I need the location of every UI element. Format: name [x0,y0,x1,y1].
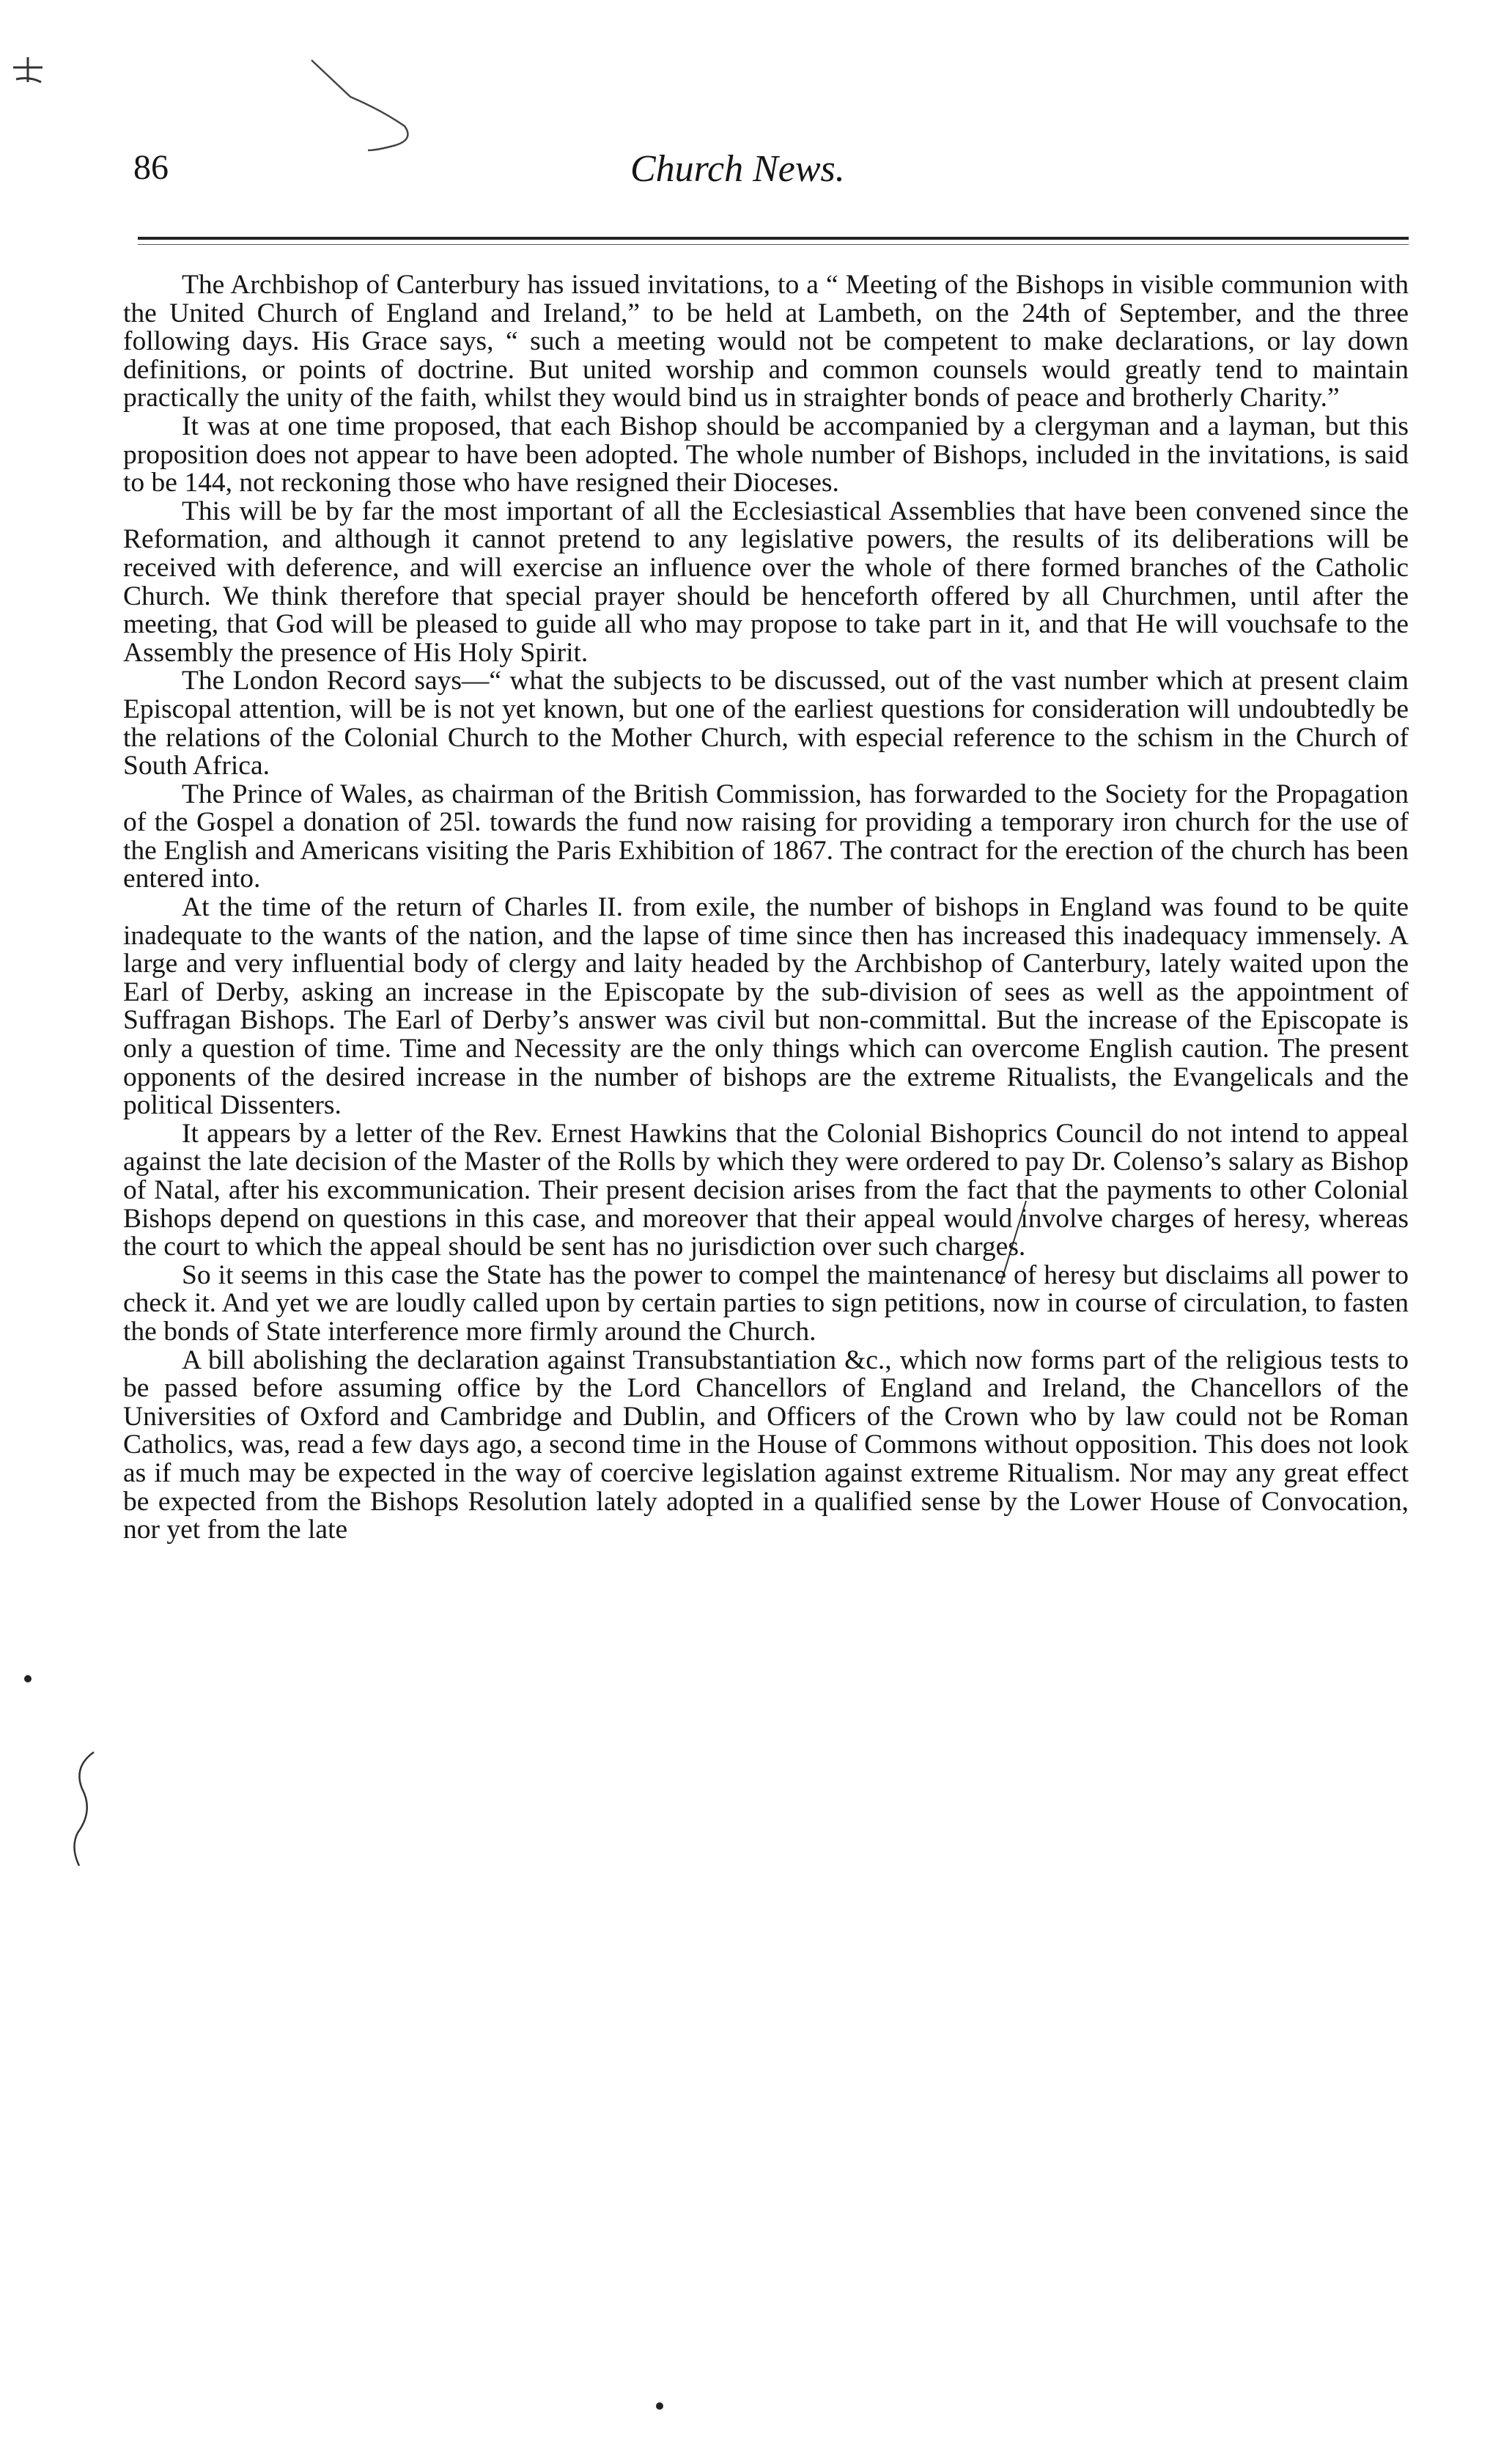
page-number: 86 [133,148,169,187]
paragraph-bishops-number: It was at one time proposed, that each Bishop should be accompanied by a clergyman and a layman, but this proposition does not appear to have been adopted. The whole number of Bishops, included in the invitations, is said to be 144, not reckoning those who have resigned their Dioceses. [123,411,1409,499]
paragraph-lambeth-meeting: The Archbishop of Canterbury has issued invitations, to a “ Meeting of the Bishops in visible communion with the United Church of England and Ireland,” to be held at Lambeth, on the 24th of September, and the three following days. His Grace says, “ such a meeting would not be competent to make declarations, or lay down definitions, or points of doctrine. But united worship and common counsels would greatly tend to maintain practically the unity of the faith, whilst they would bind us in straighter bonds of peace and brotherly Charity.” [123,270,1409,413]
pencil-scribble-top-left [13,57,43,82]
article-body [123,271,1409,1545]
header-rule [138,237,1409,240]
ink-dot-left [24,1675,32,1682]
pencil-squiggle-top [311,60,407,150]
paragraph-london-record: The London Record says—“ what the subjects to be discussed, out of the vast number which at present claim Episcopal attention, will be is not yet known, but one of the earliest questions for consideration will undoubtedly be the relations of the Colonial Church to the Mother Church, with especial reference to the schism in the Church of South Africa. [123,666,1409,781]
paragraph-state-power: So it seems in this case the State has the power to compel the maintenance of heresy but disclaims all power to check it. And yet we are loudly called upon by certain parties to sign petitions, now in course of circulation, to fasten the bonds of State interference more firmly around the Church. [123,1259,1409,1347]
paragraph-prince-of-wales: The Prince of Wales, as chairman of the British Commission, has forwarded to the Society for the Propagation of the Gospel a donation of 25l. towards the fund now raising for providing a temporary iron church for the use of the English and Americans visiting the Paris Exhibition of 1867. The contract for the erection of the church has been entered into. [123,779,1409,894]
header-rule-thin [138,244,1409,245]
paragraph-bishops-increase: At the time of the return of Charles II. from exile, the number of bishops in England was found to be quite inadequate to the wants of the nation, and the lapse of time since then has increased this inadequacy immensely. A large and very influential body of clergy and laity headed by the Archbishop of Canterbury, lately waited upon the Earl of Derby, asking an increase in the Episcopate by the sub-division of sees as well as the appointment of Suffragan Bishops. The Earl of Derby’s answer was civil but non-committal. But the increase of the Episcopate is only a question of time. Time and Necessity are the only things which can overcome English caution. The present opponents of the desired increase in the number of bishops are the extreme Ritualists, the Evangelicals and the political Dissenters. [123,892,1409,1121]
ink-dot-bottom [656,2402,663,2410]
pencil-bracket-left [74,1752,94,1866]
paragraph-transubstantiation-bill: A bill abolishing the declaration against Transubstantiation &c., which now forms part of the religious tests to be passed before assuming office by the Lord Chancellors of England and Ireland, the Chancellors of the Universities of Oxford and Cambridge and Dublin, and Officers of the Crown who by law could not be Roman Catholics, was, read a few days ago, a second time in the House of Commons without opposition. This does not look as if much may be expected in the way of coercive legislation against extreme Ritualism. Nor may any great effect be expected from the Bishops Resolution lately adopted in a qualified sense by the Lower House of Convocation, nor yet from the late [123,1344,1409,1545]
paragraph-colonial-bishoprics: It appears by a letter of the Rev. Ernest Hawkins that the Colonial Bishoprics Council do not intend to appeal against the late decision of the Master of the Rolls by which they were ordered to pay Dr. Colenso’s salary as Bishop of Natal, after his excommunication. Their present decision arises from the fact that the payments to other Colonial Bishops depend on questions in this case, and moreover that their appeal would involve charges of heresy, whereas the court to which the appeal should be sent has no jurisdiction over such charges. [123,1118,1409,1262]
running-head: Church News. [630,148,845,190]
paragraph-assembly-importance: This will be by far the most important of all the Ecclesiastical Assemblies that have been convened since the Reformation, and although it cannot pretend to any legislative powers, the results of its deliberations will be received with deference, and will exercise an influence over the whole of there formed branches of the Catholic Church. We think therefore that special prayer should be henceforth offered by all Churchmen, until after the meeting, that God will be pleased to guide all who may propose to take part in it, and that He will vouchsafe to the Assembly the presence of His Holy Spirit. [123,496,1409,668]
